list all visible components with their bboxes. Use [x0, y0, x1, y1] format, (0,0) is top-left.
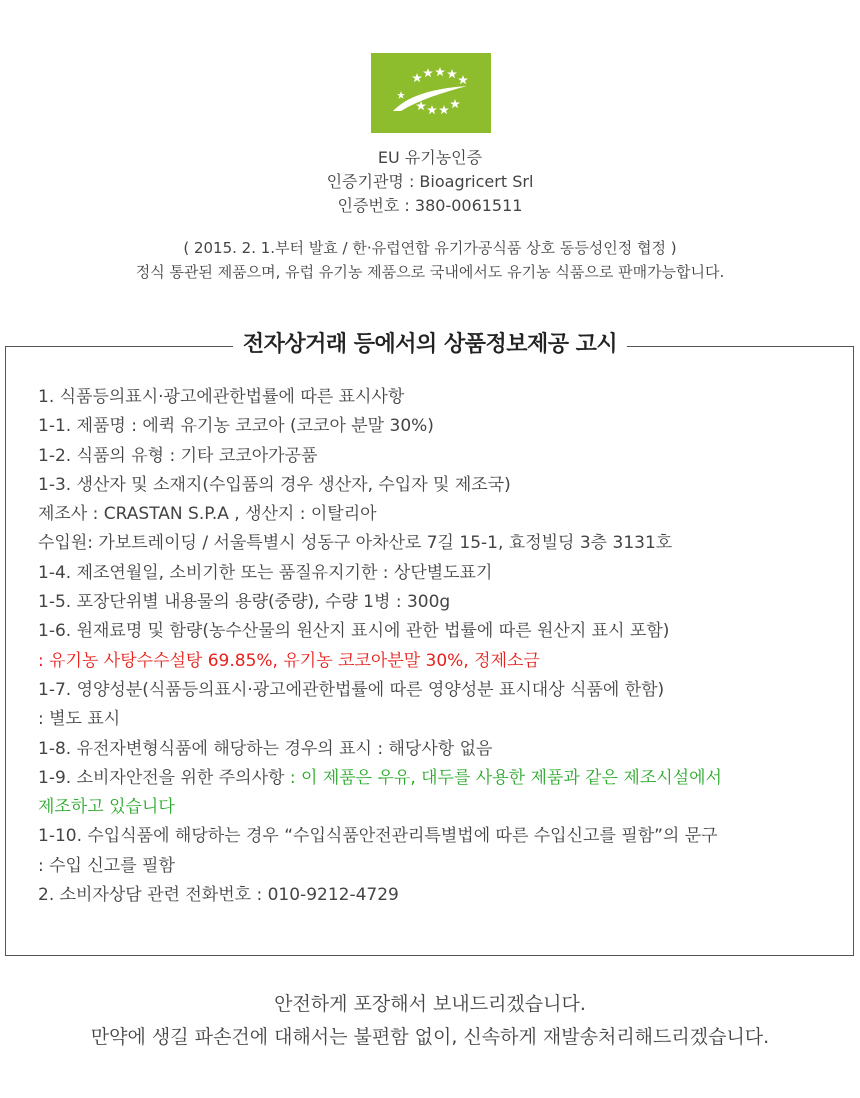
- caution-line: [38, 764, 838, 793]
- info-line: 1-5. 포장단위별 내용물의 용량(중량), 수량 1병 : 300g: [38, 592, 451, 613]
- footer-line-1: 안전하게 포장해서 보내드리겠습니다.: [274, 993, 586, 1015]
- info-line: 1-4. 제조연월일, 소비기한 또는 품질유지기한 : 상단별도표기: [38, 562, 493, 583]
- info-line: 1. 식품등의표시·광고에관한법률에 따른 표시사항: [38, 387, 405, 407]
- info-line: 제조사 : CRASTAN S.P.A , 생산지 : 이탈리아: [38, 504, 377, 525]
- cert-number: 인증번호 : 380-0061511: [337, 196, 523, 215]
- info-line: 1-8. 유전자변형식품에 해당하는 경우의 표시 : 해당사항 없음: [38, 738, 493, 759]
- info-line: 1-2. 식품의 유형 : 기타 코코아가공품: [38, 445, 318, 466]
- shipping-note: [0, 988, 860, 1054]
- cert-title: EU 유기농인증: [377, 148, 483, 167]
- import-notice: [0, 236, 860, 284]
- caution-label: 1-9. 소비자안전을 위한 주의사항: [38, 767, 285, 788]
- info-line: 1-7. 영양성분(식품등의표시·광고에관한법률에 따른 영양성분 표시대상 식품에 한함): [38, 679, 665, 700]
- info-line: : 수입 신고를 필함: [38, 855, 175, 876]
- certification-info: [0, 146, 860, 218]
- notice-line-2: 정식 통관된 제품으며, 유럽 유기농 제품으로 국내에서도 유기농 식품으로 판매가능합니다.: [135, 263, 725, 281]
- caution-text-cont: 제조하고 있습니다: [38, 797, 175, 818]
- info-line: 2. 소비자상담 관련 전화번호 : 010-9212-4729: [38, 885, 399, 906]
- product-info-list: [38, 383, 838, 910]
- ingredients-line: : 유기농 사탕수수설탕 69.85%, 유기농 코코아분말 30%, 정제소금: [38, 650, 540, 671]
- info-line: 1-6. 원재료명 및 함량(농수산물의 원산지 표시에 관한 법률에 따른 원산지 표시 포함): [38, 621, 670, 642]
- caution-text: : 이 제품은 우유, 대두를 사용한 제품과 같은 제조시설에서: [284, 767, 722, 788]
- notice-line-1: ( 2015. 2. 1.부터 발효 / 한·유럽연합 유기가공식품 상호 동등성인정 협정 ): [183, 239, 677, 257]
- info-line: 1-1. 제품명 : 에퀵 유기농 코코아 (코코아 분말 30%): [38, 416, 434, 437]
- info-line: 수입원: 가보트레이딩 / 서울특별시 성동구 아차산로 7길 15-1, 효정빌딩 3층 3131호: [38, 533, 673, 554]
- footer-line-2: 만약에 생길 파손건에 대해서는 불편함 없이, 신속하게 재발송처리해드리겠습니다.: [90, 1026, 770, 1048]
- info-line: 1-3. 생산자 및 소재지(수입품의 경우 생산자, 수입자 및 제조국): [38, 474, 511, 495]
- cert-agency: 인증기관명 : Bioagricert Srl: [326, 172, 534, 191]
- info-line: : 별도 표시: [38, 709, 121, 730]
- info-line: 1-10. 수입식품에 해당하는 경우 “수입식품안전관리특별법에 따른 수입신고를 필함”의 문구: [38, 826, 718, 847]
- section-title-wrap: [0, 329, 860, 361]
- section-title: 전자상거래 등에서의 상품정보제공 고시: [233, 332, 627, 357]
- eu-organic-logo-icon: [371, 53, 491, 133]
